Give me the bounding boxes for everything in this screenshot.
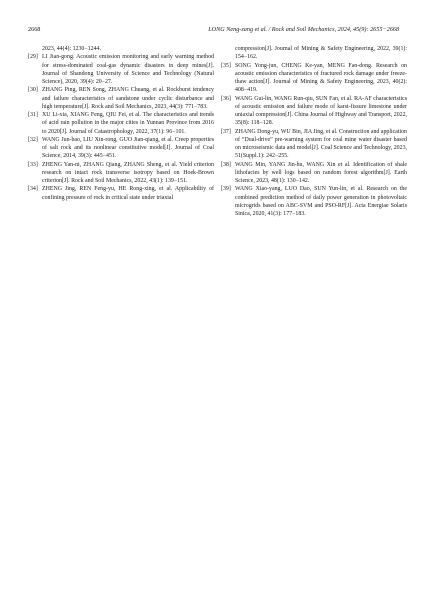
reference-item [221,128,407,161]
reference-text: ZHANG Dong-yu, WU Bin, JIA Jing, et al. Construction and application of “Dual-drive” pre-warning system for coal mine water disaster based on microseismic data and model[J]. Coal Science and Technology, 2023, 51(Suppl.1): 242−255. [235,128,408,160]
reference-text: ZHENG Jing, REN Feng-yu, HE Rong-xing, et al. Applicability of confining pressure of rock in critical state under triaxial [42,186,214,201]
reference-item [28,111,214,136]
reference-text: WANG Min, YANG Jin-hu, WANG Xin et al. Identification of shale lithofacies by well logs based on random forest algorithm[J]. Earth Science, 2023, 48(1): 130−142. [235,161,407,184]
reference-number: [31] [28,112,38,118]
references-right-column [221,45,407,218]
reference-text: WANG Jun-bao, LIU Xin-rong, GUO Jian-qiang, et al. Creep properties of salt rock and its nonlinear constitutive model[J]. Journal of Coal Science, 2014, 39(3): 445−451. [42,136,214,160]
reference-item [28,53,214,86]
references-left-column [28,45,214,202]
reference-item [28,86,214,111]
reference-number: [33] [28,161,38,168]
reference-number: [36] [221,95,231,102]
reference-text: LI Jian-gong. Acoustic emission monitoring and early warning method for stress-dominated coal-gas dynamic disasters in deep mines[J]. Journal of Shandong University of Science and Technology (Natural Science), 2020, 39(4): 20−27. [42,54,214,85]
reference-item [221,95,407,128]
reference-number: [30] [28,87,38,94]
reference-text: compression[J]. Journal of Mining & Safety Engineering, 2022, 39(1): 154−162. [235,46,407,61]
reference-item [221,185,407,218]
reference-continuation [28,45,214,53]
reference-item [28,136,214,161]
reference-number: [29] [28,54,38,61]
reference-item [28,185,214,202]
reference-text: ZHENG Yan-ni, ZHANG Qiang, ZHANG Sheng, et al. Yield criterion research on intact rock transverse isotropy based on Hoek-Brown criterion[J]. Rock and Soil Mechanics, 2022, 43(1): 139−151. [42,161,214,184]
reference-continuation [221,45,407,62]
reference-item [221,161,407,186]
reference-number: [37] [221,128,231,135]
reference-item [28,161,214,186]
reference-text: SONG Yong-jun, CHENG Ke-yan, MENG Fan-dong. Research on acoustic emission characteristics of fractured rock damage under freeze-thaw action[J]. Journal of Mining & Safety Engineering, 2023, 40(2): 408−419. [235,62,407,94]
running-head: LONG Neng-zang et al. / Rock and Soil Mechanics, 2024, 45(9): 2655−2668 [208,26,399,33]
reference-number: [34] [28,186,38,193]
reference-number: [35] [221,62,231,69]
reference-item [221,62,407,95]
reference-text: WANG Gui-lin, WANG Run-qiu, SUN Fan, et al. RA-AF characteristics of acoustic emission and failure mode of karst-fissure limestone under uniaxial compression[J]. China Journal of Highway and Transport, 2022, 35(8): 118−128. [235,95,407,127]
reference-number: [39] [221,186,231,193]
page-number: 2668 [28,26,41,33]
reference-number: [38] [221,161,231,168]
reference-text: ZHANG Ping, REN Song, ZHANG Chuang, et al. Rockburst tendency and failure characteristics of sandstone under cyclic disturbance and high temperature[J]. Rock and Soil Mechanics, 2023, 44(3): 771−783. [42,87,214,110]
reference-text: 2023, 44(4): 1230−1244. [42,46,101,52]
reference-text: WANG Xiao-yang, LUO Dao, SUN Yun-lin, et al. Research on the combined prediction method of daily power generation in photovoltaic microgrids based on ABC-SVM and PSO-RF[J]. Acta Energiae Solaris Sinica, 2020, 41(3): 177−183. [235,186,407,217]
page-header [28,24,399,36]
reference-number: [32] [28,136,38,143]
reference-text: XU Li-xia, XIANG Feng, QIU Fei, et al. The characteristics and trends of acid rain pollution in the major cities in Yunnan Province from 2016 to 2020[J]. Journal of Catastrophology, 2022, 37(1): 96−101. [42,112,214,135]
